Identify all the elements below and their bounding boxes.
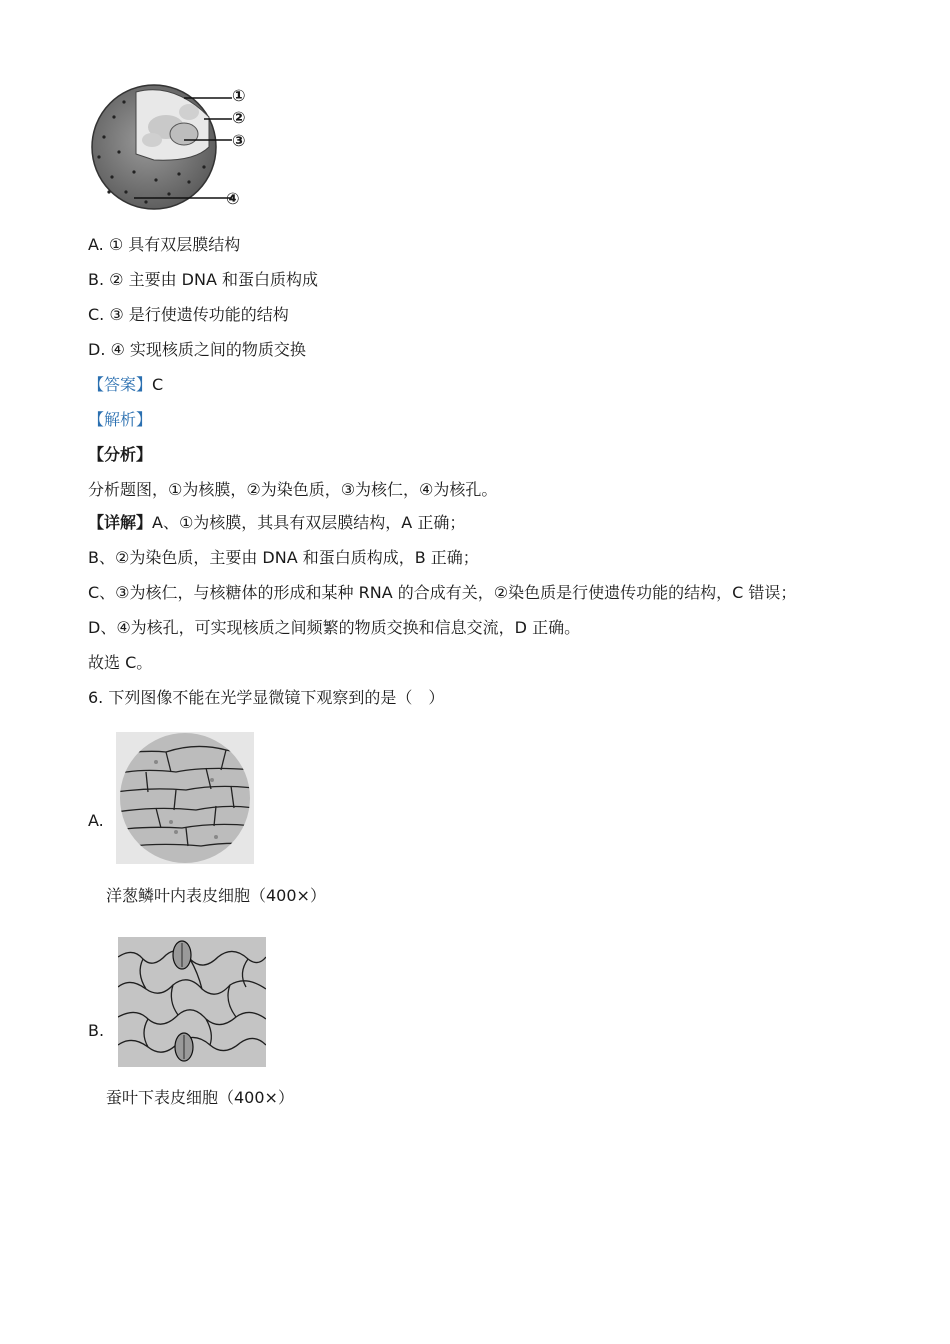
nucleus-label-4: ④	[226, 189, 240, 208]
analysis-label: 【解析】	[88, 410, 153, 429]
option-d: D. ④ 实现核质之间的物质交换	[88, 340, 306, 359]
nucleus-label-1: ①	[232, 86, 246, 105]
detail-text-1: A、①为核膜，其具有双层膜结构，A 正确；	[152, 513, 466, 532]
option-c: C. ③ 是行使遗传功能的结构	[88, 305, 289, 324]
nucleus-label-3: ③	[232, 131, 246, 150]
q6-option-a-caption: 洋葱鳞叶内表皮细胞（400×）	[106, 886, 326, 905]
q6-option-b-caption: 蚕叶下表皮细胞（400×）	[106, 1088, 294, 1107]
answer-label: 【答案】	[88, 375, 153, 394]
detail-line-2: B、②为染色质，主要由 DNA 和蛋白质构成，B 正确；	[88, 548, 479, 567]
option-b: B. ② 主要由 DNA 和蛋白质构成	[88, 270, 318, 289]
answer-value: C	[152, 375, 164, 394]
nucleus-label-2: ②	[232, 108, 246, 127]
detail-line-1	[88, 512, 465, 534]
detail-line-3: C、③为核仁，与核糖体的形成和某种 RNA 的合成有关，②染色质是行使遗传功能的结构，C 错误；	[88, 583, 797, 602]
question-6: 6. 下列图像不能在光学显微镜下观察到的是（ ）	[88, 688, 445, 707]
conclusion: 故选 C。	[88, 653, 153, 672]
fenxi-text: 分析题图，①为核膜，②为染色质，③为核仁，④为核孔。	[88, 480, 498, 499]
detail-line-4: D、④为核孔，可实现核质之间频繁的物质交换和信息交流，D 正确。	[88, 618, 581, 637]
detail-label: 【详解】	[88, 513, 153, 532]
q6-option-a-label: A.	[88, 811, 104, 830]
option-a: A. ① 具有双层膜结构	[88, 235, 241, 254]
q6-option-b-label: B.	[88, 1021, 105, 1040]
answer-line	[88, 374, 163, 396]
broad-bean-epidermis-image	[118, 937, 266, 1067]
onion-epidermis-image	[116, 732, 254, 864]
fenxi-label: 【分析】	[88, 445, 153, 464]
